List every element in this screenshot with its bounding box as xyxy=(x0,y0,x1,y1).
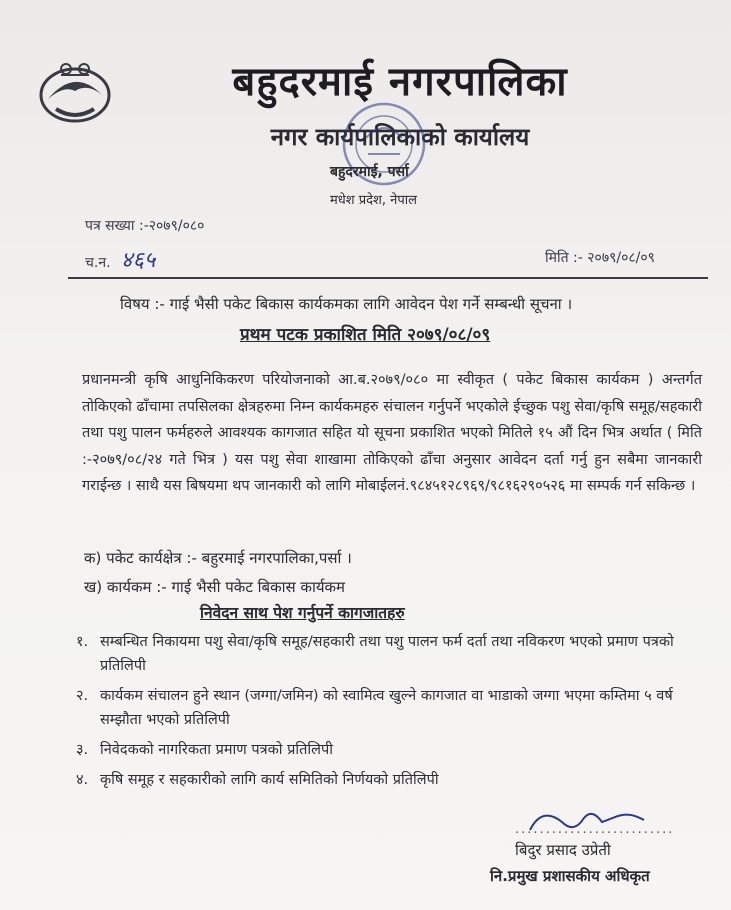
dispatch-number: ४६५ xyxy=(121,248,156,273)
office-subtitle: नगर कार्यपालिकाको कार्यालय xyxy=(270,123,530,151)
list-item-number: ३. xyxy=(76,742,89,758)
notice-subject: विषय :- गाई भैसी पकेट बिकास कार्यकमका लागि आवेदन पेश गर्ने सम्बन्धी सूचना । xyxy=(120,295,573,313)
notice-body: प्रधानमन्त्री कृषि आधुनिकिकरण परियोजनाको आ.ब.२०७९/०८० मा स्वीकृत ( पकेट बिकास कार्यकम ) अन्तर्गत तोकिएको ढाँचामा तपसिलका क्षेत्रहरुमा निम्न कार्यकमहरु संचालन गर्नुपर्ने भएकोले ईच्छुक पशु सेवा/कृषि समूह/सहकारी तथा पशु पालन फर्महरुले आवश्यक कागजात सहित यो सूचना प्रकाशित भएको मितिले १५ औं दिन भित्र अर्थात ( मिति :-२०७९/०८/२४ गते भित्र ) यस पशु सेवा शाखामा तोकिएको ढाँचा अनुसार आवेदन दर्ता गर्नु हुन सबैमा जानकारी गराईन्छ । साथै यस बिषयमा थप जानकारी को लागि मोबाईलनं.९८४५१२८९६९/९८१६२९०५२६ मा सम्पर्क गर्न सकिन्छ । xyxy=(82,372,702,494)
list-item xyxy=(76,684,706,732)
list-item-text: कृषि समूह र सहकारीको लागि कार्य समितिको निर्णयको प्रतिलिपी xyxy=(100,772,439,788)
item-program: ख) कार्यकम :- गाई भैसी पकेट बिकास कार्यकम xyxy=(84,578,346,596)
address-line-2: मधेश प्रदेश, नेपाल xyxy=(330,193,417,208)
header-divider xyxy=(68,277,708,279)
list-item-text: निवेदकको नागरिकता प्रमाण पत्रको प्रतिलिपी xyxy=(100,742,333,758)
nepal-emblem-icon xyxy=(36,55,114,127)
signatory-title: नि.प्रमुख प्रशासकीय अधिकृत xyxy=(490,867,650,885)
address-line-1: बहुदरमाई, पर्सा xyxy=(330,164,409,180)
signatory-name: बिदुर प्रसाद उप्रेती xyxy=(515,841,611,859)
documents-heading: निवेदन साथ पेश गर्नुपर्ने कागजातहरु xyxy=(200,604,405,622)
dispatch-number-row xyxy=(85,244,155,274)
list-item xyxy=(76,768,706,792)
list-item-number: १. xyxy=(76,634,89,650)
reference-number: पत्र सख्या :-२०७९/०८० xyxy=(85,218,205,234)
list-item xyxy=(76,630,706,678)
published-date: प्रथम पटक प्रकाशित मिति २०७९/०८/०९ xyxy=(240,325,491,345)
list-item-text: कार्यकम संचालन हुने स्थान (जग्गा/जमिन) को स्वामित्व खुल्ने कागजात वा भाडाको जग्गा भएमा कम्तिमा ५ वर्ष सम्झौता भएको प्रतिलिपी xyxy=(100,688,673,728)
list-item-text: सम्बन्धित निकायमा पशु सेवा/कृषि समूह/सहकारी तथा पशु पालन फर्म दर्ता तथा नविकरण भएको प्रमाण पत्रको प्रतिलिपी xyxy=(100,634,674,674)
list-item-number: ४. xyxy=(76,772,89,788)
item-pocket-area: क) पकेट कार्यक्षेत्र :- बहुरमाई नगरपालिका,पर्सा । xyxy=(84,549,352,567)
documents-list xyxy=(76,630,706,798)
dispatch-label: च.न. xyxy=(85,255,111,271)
municipality-title: बहुदरमाई नगरपालिका xyxy=(232,59,568,105)
list-item-number: २. xyxy=(76,688,89,704)
list-item xyxy=(76,738,706,762)
signature-line: .......................... xyxy=(515,822,675,837)
letter-date: मिति :- २०७९/०८/०९ xyxy=(545,250,655,266)
